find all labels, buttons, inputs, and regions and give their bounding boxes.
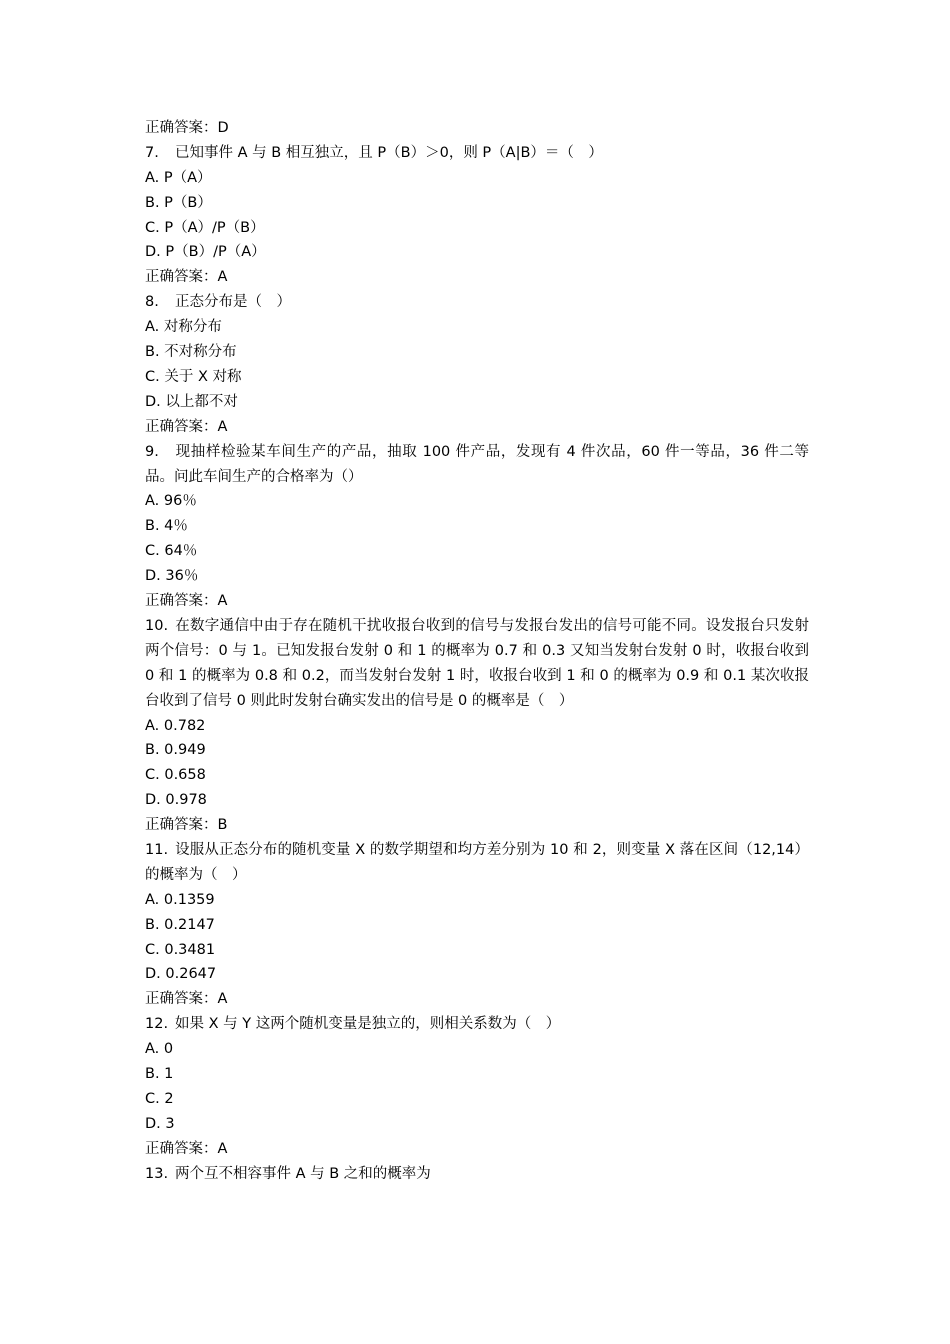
option-d: D. 36％ (145, 568, 199, 585)
answer-line: 正确答案：D (145, 120, 229, 136)
answer-line: 正确答案：A (145, 592, 228, 609)
option-d: D. 以上都不对 (145, 393, 238, 410)
question-number: 12. (145, 1016, 169, 1033)
option-a: A. 96％ (145, 493, 197, 510)
option-d: D. 3 (145, 1115, 175, 1132)
question-10 (145, 614, 809, 714)
option-b: B. 0.949 (145, 742, 206, 759)
question-text: 现抽样检验某车间生产的产品，抽取 100 件产品，发现有 4 件次品，60 件一等品，36 件二等品。问此车间生产的合格率为（） (145, 443, 809, 485)
option-b: B. 4％ (145, 518, 188, 535)
option-d: D. P（B）/P（A） (145, 244, 266, 261)
question-12 (145, 1012, 809, 1037)
option-a: A. 0 (145, 1041, 174, 1058)
question-text: 两个互不相容事件 A 与 B 之和的概率为 (175, 1165, 431, 1182)
option-b: B. 1 (145, 1066, 174, 1083)
question-number: 10. (145, 617, 169, 634)
option-c: C. 0.658 (145, 767, 206, 784)
question-number: 8. (145, 294, 159, 311)
option-b: B. 不对称分布 (145, 344, 237, 361)
question-9 (145, 440, 809, 490)
option-a: A. P（A） (145, 169, 212, 186)
option-a: A. 0.782 (145, 717, 206, 734)
option-b: B. P（B） (145, 194, 212, 211)
document-page (145, 116, 809, 1186)
question-text: 在数字通信中由于存在随机干扰收报台收到的信号与发报台发出的信号可能不同。设发报台只发射两个信号：0 与 1。已知发报台发射 0 和 1 的概率为 0.7 和 0.3 又知当发射台发射 0 时，收报台收到 0 和 1 的概率为 0.8 和 0.2，而当发射台发射 1 时，收报台收到 1 和 0 的概率为 0.9 和 0.1 某次收报台收到了信号 0 则此时发射台确实发出的信号是 0 的概率是（ ） (145, 617, 809, 709)
question-text: 正态分布是（ ） (175, 294, 291, 311)
question-number: 13. (145, 1165, 169, 1182)
option-d: D. 0.2647 (145, 966, 217, 983)
option-a: A. 0.1359 (145, 891, 215, 908)
question-11 (145, 838, 809, 888)
answer-line: 正确答案：A (145, 418, 228, 435)
option-c: C. P（A）/P（B） (145, 219, 265, 236)
answer-line: 正确答案：A (145, 1140, 228, 1157)
option-a: A. 对称分布 (145, 319, 222, 336)
question-number: 7. (145, 144, 159, 161)
option-c: C. 0.3481 (145, 941, 216, 958)
question-text: 已知事件 A 与 B 相互独立，且 P（B）＞0，则 P（A|B）＝（ ） (175, 144, 603, 161)
option-c: C. 64％ (145, 543, 198, 560)
option-b: B. 0.2147 (145, 916, 215, 933)
question-7 (145, 141, 809, 166)
question-number: 9. (145, 443, 159, 460)
option-d: D. 0.978 (145, 792, 207, 809)
question-text: 如果 X 与 Y 这两个随机变量是独立的，则相关系数为（ ） (175, 1016, 561, 1033)
question-text: 设服从正态分布的随机变量 X 的数学期望和均方差分别为 10 和 2，则变量 X 落在区间（12,14）的概率为（ ） (145, 841, 809, 883)
question-13 (145, 1162, 809, 1187)
question-number: 11. (145, 841, 169, 858)
option-c: C. 2 (145, 1090, 174, 1107)
answer-line: 正确答案：A (145, 269, 228, 286)
answer-line: 正确答案：B (145, 817, 228, 834)
question-8 (145, 290, 809, 315)
option-c: C. 关于 X 对称 (145, 368, 242, 385)
answer-line: 正确答案：A (145, 991, 228, 1008)
